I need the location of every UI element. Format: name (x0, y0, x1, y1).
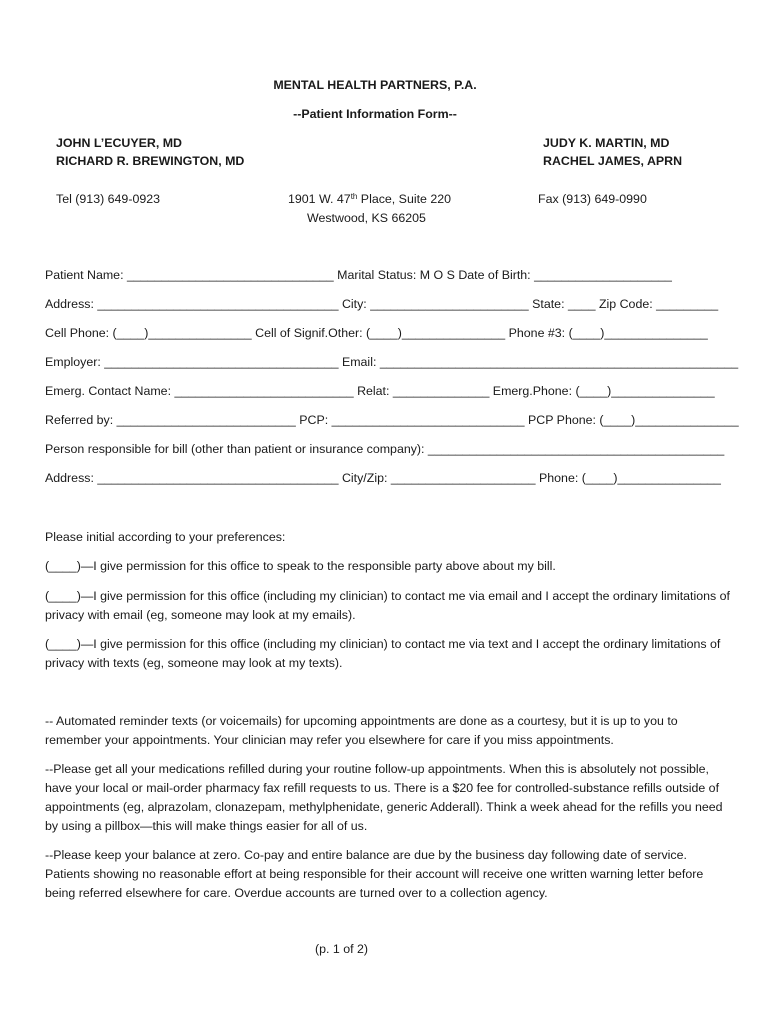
office-address: 1901 W. 47th Place, Suite 220 (288, 192, 452, 206)
field-line-responsible-address[interactable]: Address: ___________________________________ City/Zip: _____________________ Phone: (____)_______________ (45, 471, 721, 485)
page-number: (p. 1 of 2) (315, 942, 369, 956)
preference-text[interactable]: (____)—I give permission for this office (including my clinician) to contact me via text and I accept the ordinary limitations of privacy with texts (eg, someone may look at my texts). (45, 637, 721, 670)
office-fax: Fax (913) 649-0990 (538, 192, 647, 206)
field-line-address[interactable]: Address: ___________________________________ City: _______________________ State: ____ Zip Code: _________ (45, 297, 719, 311)
field-line-emergency[interactable]: Emerg. Contact Name: __________________________ Relat: ______________ Emerg.Phone: (____)_______________ (45, 384, 715, 398)
field-line-patient[interactable]: Patient Name: ______________________________ Marital Status: M O S Date of Birth: ____________________ (45, 268, 672, 282)
preferences-intro: Please initial according to your preferences: (45, 530, 286, 544)
office-phone: Tel (913) 649-0923 (56, 192, 161, 206)
notice-refills: --Please get all your medications refilled during your routine follow-up appointments. When this is absolutely not possible, have your local or mail-order pharmacy fax refill requests to us. There is a $20 fee for controlled-substance refills outside of appointments (eg, alprazolam, clonazepam, methylphenidate, generic Adderall). Think a week ahead for the refills you need by using a pillbox—this will make things easier for all of us. (45, 762, 723, 833)
left-doctor-2: RICHARD R. BREWINGTON, MD (56, 154, 245, 168)
form-title: --Patient Information Form-- (293, 107, 457, 121)
right-doctor-2: RACHEL JAMES, APRN (543, 154, 683, 168)
office-city: Westwood, KS 66205 (307, 211, 426, 225)
field-line-responsible-party[interactable]: Person responsible for bill (other than patient or insurance company): ___________________________________________ (45, 442, 725, 456)
preference-bill[interactable]: (____)—I give permission for this office to speak to the responsible party above about my bill. (45, 559, 556, 573)
field-line-phones[interactable]: Cell Phone: (____)_______________ Cell of Signif.Other: (____)_______________ Phone #3: (____)_______________ (45, 326, 708, 340)
field-line-referral[interactable]: Referred by: __________________________ PCP: ____________________________ PCP Phone: (____)_______________ (45, 413, 739, 427)
right-doctor-1: JUDY K. MARTIN, MD (543, 136, 670, 150)
left-doctor-1: JOHN L’ECUYER, MD (56, 136, 182, 150)
notice-reminders: -- Automated reminder texts (or voicemails) for upcoming appointments are done as a courtesy, but it is up to you to remember your appointments. Your clinician may refer you elsewhere for care if you miss appointments. (45, 714, 678, 747)
field-line-employer[interactable]: Employer: __________________________________ Email: ____________________________________________________ (45, 355, 739, 369)
notice-balance: --Please keep your balance at zero. Co-pay and entire balance are due by the business day following date of service. Patients showing no reasonable effort at being responsible for their account will receive one written warning letter before being referred elsewhere for care. Overdue accounts are turned over to a collection agency. (45, 848, 704, 900)
practice-name: MENTAL HEALTH PARTNERS, P.A. (273, 78, 477, 92)
preference-email[interactable]: (____)—I give permission for this office (including my clinician) to contact me via email and I accept the ordinary limitations of privacy with email (eg, someone may look at my emails). (45, 589, 731, 622)
